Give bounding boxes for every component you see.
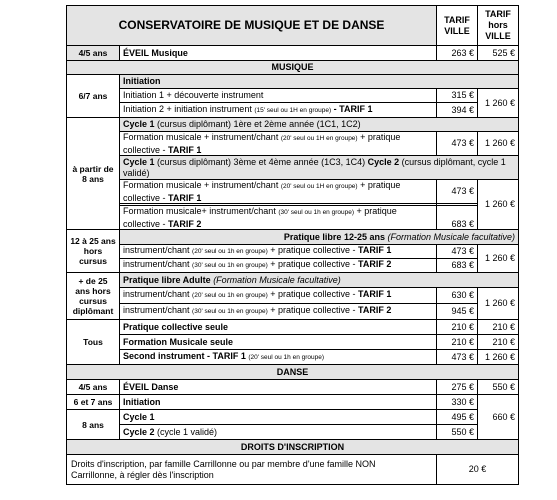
age-label: à partir de 8 ans [67, 118, 120, 230]
row-label: ÉVEIL Danse [120, 380, 437, 395]
droits-description: Droits d'inscription, par famille Carrillonne ou par membre d'une famille NON Carrillonne, à régler dès l'inscription [67, 455, 437, 485]
price-ville: 473 € [437, 132, 478, 156]
table-row [67, 180, 519, 204]
age-label: 4/5 ans [67, 46, 120, 61]
col-header-ville: TARIF VILLE [437, 6, 478, 46]
row-label: instrument/chant (20' seul ou 1h en groupe) + pratique collective - TARIF 1 [120, 288, 437, 304]
price-ville: 495 € [437, 410, 478, 425]
price-hors-ville: 1 260 € [478, 89, 519, 118]
price-ville: 275 € [437, 380, 478, 395]
row-label: Formation Musicale seule [120, 335, 437, 350]
table-row [67, 89, 519, 103]
age-label: 12 à 25 ans hors cursus [67, 230, 120, 273]
row-label: instrument/chant (30' seul ou 1h en groupe) + pratique collective - TARIF 2 [120, 259, 437, 273]
table-row [67, 410, 519, 425]
table-row [67, 245, 519, 259]
table-row [67, 206, 519, 230]
price-ville: 394 € [437, 103, 478, 118]
price-ville: 683 € [437, 206, 478, 230]
table-row [67, 273, 519, 288]
price-ville: 263 € [437, 46, 478, 61]
row-label: Initiation [120, 395, 437, 410]
row-label: Pratique collective seule [120, 320, 437, 335]
table-row [67, 259, 519, 273]
section-row [67, 440, 519, 455]
price-ville: 630 € [437, 288, 478, 304]
subsection-cycle1: Cycle 1 (cursus diplômant) 1ère et 2ème année (1C1, 1C2) [120, 118, 519, 132]
row-label: Initiation 2 + initiation instrument (15' seul ou 1H en groupe) - TARIF 1 [120, 103, 437, 118]
page-title: CONSERVATOIRE DE MUSIQUE ET DE DANSE [67, 6, 437, 46]
section-musique: MUSIQUE [67, 61, 519, 75]
price-hors-ville: 1 260 € [478, 350, 519, 365]
price-hors-ville: 1 260 € [478, 245, 519, 273]
price-ville: 210 € [437, 335, 478, 350]
price-ville: 210 € [437, 320, 478, 335]
table-row [67, 288, 519, 304]
price-hors-ville: 1 260 € [478, 132, 519, 156]
price-ville: 330 € [437, 395, 478, 410]
table-row [67, 118, 519, 132]
row-label: instrument/chant (20' seul ou 1h en groupe) + pratique collective - TARIF 1 [120, 245, 437, 259]
table-row [67, 75, 519, 89]
table-row [67, 132, 519, 156]
table-row [67, 156, 519, 180]
table-row [67, 395, 519, 410]
subsection-cycle1-cycle2: Cycle 1 (cursus diplômant) 3ème et 4ème année (1C3, 1C4) Cycle 2 (cursus diplômant, cycle 1 validé) [120, 156, 519, 180]
subsection-pratique-libre-1225: Pratique libre 12-25 ans (Formation Musicale facultative) [120, 230, 519, 245]
row-label: instrument/chant (30' seul ou 1h en groupe) + pratique collective - TARIF 2 [120, 304, 437, 320]
price-hors-ville: 210 € [478, 320, 519, 335]
age-label: 6 et 7 ans [67, 395, 120, 410]
price-ville: 945 € [437, 304, 478, 320]
table-row [67, 230, 519, 245]
row-label: Cycle 1 [120, 410, 437, 425]
table-row [67, 103, 519, 118]
price-ville: 550 € [437, 425, 478, 440]
table-row [67, 425, 519, 440]
age-label: 6/7 ans [67, 75, 120, 118]
row-label: Formation musicale + instrument/chant (20' seul ou 1H en groupe) + pratique collective - TARIF 1 [120, 132, 437, 156]
section-droits-inscription: DROITS D'INSCRIPTION [67, 440, 519, 455]
price-ville: 473 € [437, 350, 478, 365]
age-label: 8 ans [67, 410, 120, 440]
table-row [67, 304, 519, 320]
row-label: Cycle 2 (cycle 1 validé) [120, 425, 437, 440]
age-label: Tous [67, 320, 120, 365]
row-label: ÉVEIL Musique [120, 46, 437, 61]
section-row [67, 61, 519, 75]
price-hors-ville: 1 260 € [478, 180, 519, 230]
price-hors-ville: 1 260 € [478, 288, 519, 320]
row-label: Formation musicale+ instrument/chant (30' seul ou 1h en groupe) + pratique collective - TARIF 2 [120, 206, 437, 230]
header-row [67, 6, 519, 46]
table-row [67, 380, 519, 395]
price-hors-ville: 550 € [478, 380, 519, 395]
table-row [67, 350, 519, 365]
row-label: Initiation 1 + découverte instrument [120, 89, 437, 103]
tarifs-document [66, 5, 519, 485]
table-row [67, 335, 519, 350]
table-row [67, 46, 519, 61]
droits-price: 20 € [437, 455, 519, 485]
tarifs-table [66, 5, 519, 485]
row-label: Second instrument - TARIF 1 (20' seul ou 1h en groupe) [120, 350, 437, 365]
table-row [67, 320, 519, 335]
col-header-hors-ville: TARIF hors VILLE [478, 6, 519, 46]
price-hors-ville: 525 € [478, 46, 519, 61]
subsection-initiation: Initiation [120, 75, 519, 89]
price-ville: 473 € [437, 245, 478, 259]
section-row [67, 365, 519, 380]
row-label: Formation musicale + instrument/chant (20' seul ou 1H en groupe) + pratique collective - TARIF 1 [120, 180, 437, 204]
price-ville: 473 € [437, 180, 478, 204]
price-hors-ville: 660 € [478, 395, 519, 440]
table-row [67, 455, 519, 485]
price-hors-ville: 210 € [478, 335, 519, 350]
subsection-pratique-libre-adulte: Pratique libre Adulte (Formation Musicale facultative) [120, 273, 519, 288]
section-danse: DANSE [67, 365, 519, 380]
age-label: 4/5 ans [67, 380, 120, 395]
price-ville: 683 € [437, 259, 478, 273]
age-label: + de 25 ans hors cursus diplômant [67, 273, 120, 320]
price-ville: 315 € [437, 89, 478, 103]
